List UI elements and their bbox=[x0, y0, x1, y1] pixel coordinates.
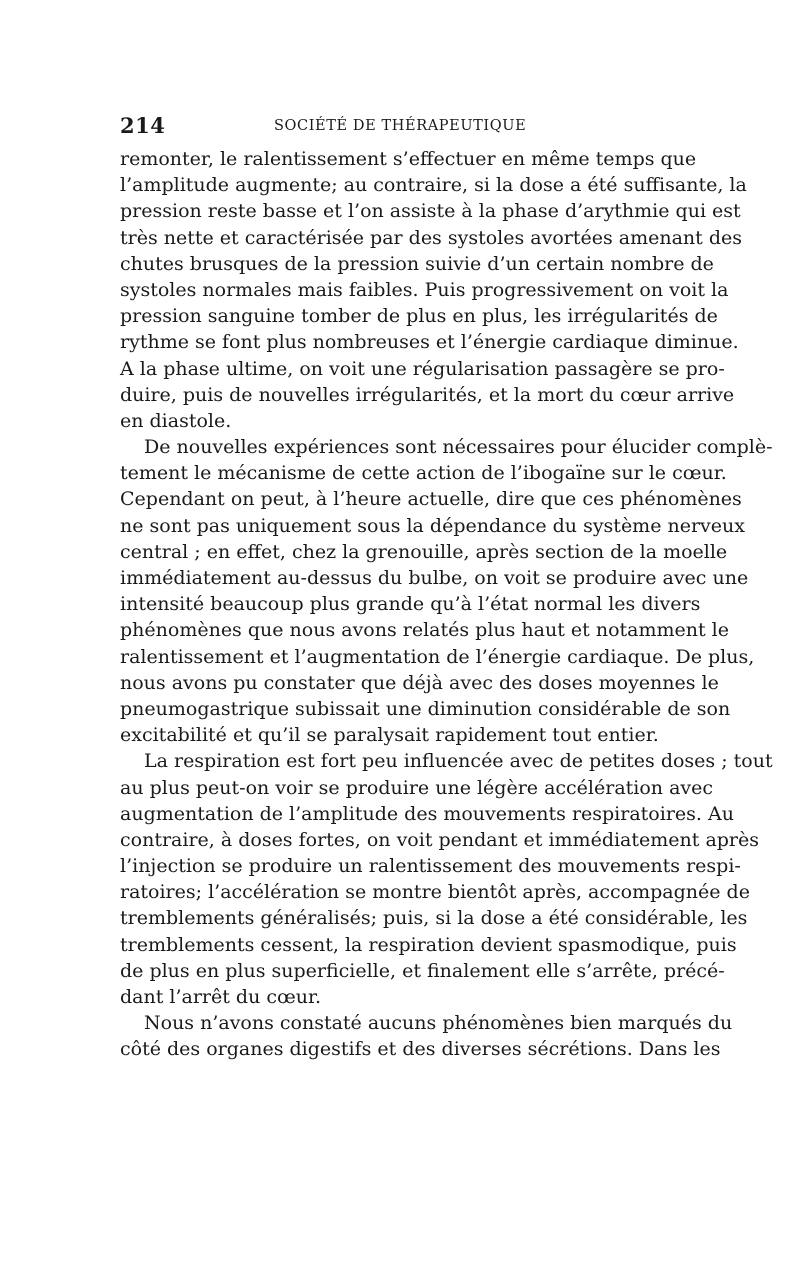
text-line: tement le mécanisme de cette action de l’ibogaïne sur le cœur. bbox=[120, 462, 727, 485]
text-line: nous avons pu constater que déjà avec des doses moyennes le bbox=[120, 671, 719, 694]
text-line: phénomènes que nous avons relatés plus haut et notamment le bbox=[120, 619, 729, 642]
text-line: Cependant on peut, à l’heure actuelle, dire que ces phénomènes bbox=[120, 488, 742, 511]
text-line: A la phase ultime, on voit une régularisation passagère se pro- bbox=[120, 357, 725, 380]
paragraph bbox=[120, 1010, 733, 1062]
text-line: ralentissement et l’augmentation de l’énergie cardiaque. De plus, bbox=[120, 645, 755, 668]
text-line: pneumogastrique subissait une diminution considérable de son bbox=[120, 697, 731, 720]
text-line: l’injection se produire un ralentissement des mouvements respi- bbox=[120, 855, 741, 878]
text-line: ratoires; l’accélération se montre bientôt après, accompagnée de bbox=[120, 881, 750, 904]
text-line: très nette et caractérisée par des systoles avortées amenant des bbox=[120, 226, 742, 249]
text-line: augmentation de l’amplitude des mouvements respiratoires. Au bbox=[120, 802, 734, 825]
text-line: immédiatement au-dessus du bulbe, on voit se produire avec une bbox=[120, 567, 749, 589]
text-line: ne sont pas uniquement sous la dépendance du système nerveux bbox=[120, 514, 745, 537]
text-line: dant l’arrêt du cœur. bbox=[120, 986, 322, 1008]
text-line: tremblements généralisés; puis, si la dose a été considérable, les bbox=[120, 907, 748, 930]
text-line: pression reste basse et l’on assiste à la phase d’arythmie qui est bbox=[120, 200, 741, 223]
text-line: contraire, à doses fortes, on voit pendant et immédiatement après bbox=[120, 828, 760, 851]
text-line: en diastole. bbox=[120, 409, 232, 432]
paragraph bbox=[120, 146, 747, 434]
text-line: Nous n’avons constaté aucuns phénomènes bien marqués du bbox=[144, 1012, 733, 1035]
text-line: excitabilité et qu’il se paralysait rapidement tout entier. bbox=[120, 724, 659, 747]
text-line: intensité beaucoup plus grande qu’à l’état normal les divers bbox=[120, 593, 701, 616]
running-head bbox=[120, 113, 680, 143]
text-line: duire, puis de nouvelles irrégularités, et la mort du cœur arrive bbox=[120, 383, 735, 406]
text-line: de plus en plus superficielle, et finalement elle s’arrête, précé- bbox=[120, 959, 725, 982]
text-line: côté des organes digestifs et des diverses sécrétions. Dans les bbox=[120, 1038, 721, 1061]
text-line: systoles normales mais faibles. Puis progressivement on voit la bbox=[120, 278, 729, 301]
text-line: pression sanguine tomber de plus en plus, les irrégularités de bbox=[120, 305, 718, 328]
page-number: 214 bbox=[120, 113, 166, 138]
text-line: l’amplitude augmente; au contraire, si la dose a été suffisante, la bbox=[120, 174, 747, 197]
text-line: De nouvelles expériences sont nécessaires pour élucider complè- bbox=[144, 436, 773, 459]
paragraph bbox=[120, 748, 773, 1010]
text-line: remonter, le ralentissement s’effectuer en même temps que bbox=[120, 148, 697, 170]
running-title: SOCIÉTÉ DE THÉRAPEUTIQUE bbox=[274, 118, 527, 134]
text-line: rythme se font plus nombreuses et l’énergie cardiaque diminue. bbox=[120, 331, 739, 354]
text-line: chutes brusques de la pression suivie d’un certain nombre de bbox=[120, 252, 714, 275]
text-line: tremblements cessent, la respiration devient spasmodique, puis bbox=[120, 933, 737, 956]
body-text bbox=[120, 146, 773, 1063]
text-line: La respiration est fort peu influencée avec de petites doses ; tout bbox=[144, 750, 773, 773]
text-line: au plus peut-on voir se produire une légère accélération avec bbox=[120, 776, 714, 799]
text-line: central ; en effet, chez la grenouille, après section de la moelle bbox=[120, 540, 728, 563]
paragraph bbox=[120, 434, 773, 748]
